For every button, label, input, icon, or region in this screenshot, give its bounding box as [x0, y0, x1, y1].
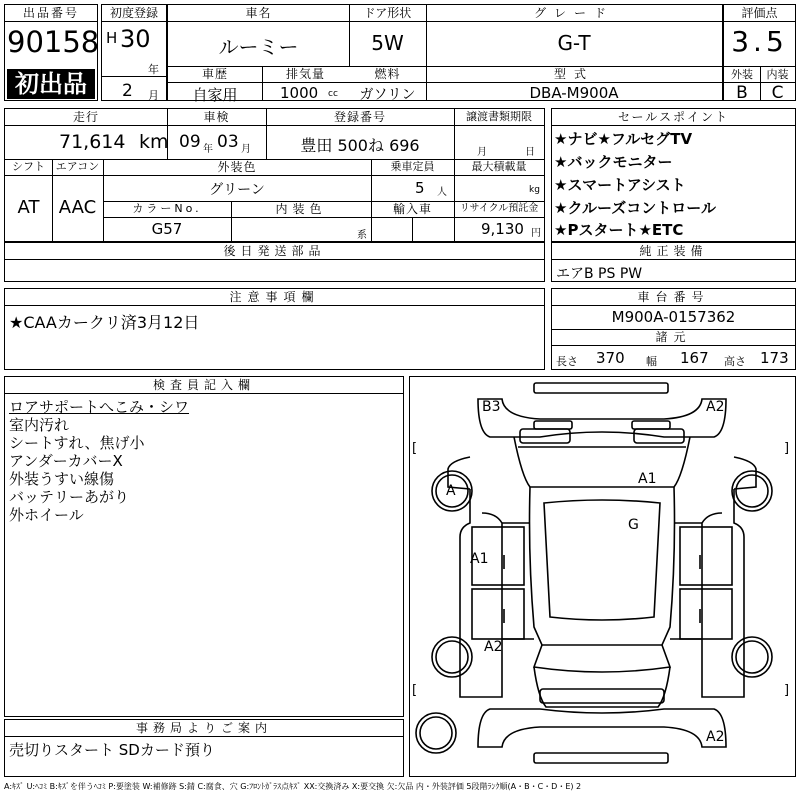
mark-roof: A1: [638, 471, 657, 487]
inspector-line: ロアサポートへこみ・シワ: [9, 398, 190, 416]
door-header: ドア形状: [349, 5, 426, 22]
office-box: [4, 719, 404, 777]
exterior-header: 外装: [731, 68, 753, 81]
car-outline: [410, 377, 795, 776]
door-value: 5W: [371, 31, 404, 55]
displacement-value: 1000: [280, 84, 319, 102]
sales-point-item: ★スマートアシスト: [554, 176, 686, 194]
details-box: [4, 108, 545, 242]
aircon-value: AAC: [58, 197, 97, 218]
registration-year: 30: [120, 25, 151, 53]
mark-windshield: G: [628, 517, 639, 533]
bracket-right-top: ]: [784, 441, 790, 456]
evaluation-box: [723, 4, 796, 101]
exterior-grade: B: [736, 83, 748, 103]
office-value: 売切りスタート SDカード預り: [9, 741, 215, 759]
model-code-value: DBA-M900A: [529, 84, 619, 102]
inspection-month-unit: 月: [241, 144, 251, 155]
interior-header: 内装: [766, 68, 789, 81]
bracket-right-bottom: ]: [784, 683, 790, 698]
grade-header: グレード: [426, 5, 722, 22]
notes-value: ★CAAカークリ済3月12日: [9, 313, 200, 332]
evaluation-header: 評価点: [724, 5, 795, 22]
registration-era: H: [106, 29, 118, 47]
grade-value: G-T: [557, 31, 591, 55]
spec-width-label: 幅: [646, 355, 657, 368]
sales-point-item: ★クルーズコントロール: [554, 199, 716, 217]
standard-equipment-value: エアB PS PW: [556, 266, 643, 282]
notes-header: 注意事項欄: [5, 289, 544, 306]
chassis-value: M900A-0157362: [611, 308, 736, 326]
mark-left-front-wheel: A: [446, 483, 456, 499]
later-parts-box: [4, 242, 545, 282]
car-name-value: ルーミー: [218, 35, 299, 59]
bracket-left-top: [: [412, 441, 418, 456]
inspection-month: 03: [217, 132, 239, 152]
car-name-header: 車名: [168, 5, 349, 22]
fuel-value: ガソリン: [359, 87, 416, 103]
int-color-unit: 系: [357, 230, 367, 241]
aircon-header: エアコン: [55, 160, 100, 173]
registration-month: 2: [122, 81, 133, 101]
chassis-header: 車台番号: [552, 289, 795, 306]
recycle-unit: 円: [531, 228, 541, 239]
capacity-value: 5: [415, 179, 425, 197]
inspection-year-unit: 年: [203, 144, 213, 155]
legend: A:ｷｽﾞ U:ﾍｺﾐ B:ｷｽﾞを伴うﾍｺﾐ P:要塗装 W:補修跡 S:錆 C:腐食、穴 G:ﾌﾛﾝﾄｶﾞﾗｽ点ｷｽﾞ XX:交換済み X:要交換 欠:欠品 内・外装評価 5段階ﾗﾝｸ順(A・B・C・D・E) 2: [4, 782, 582, 791]
bracket-left-bottom: [: [412, 683, 418, 698]
later-parts-header: 後日発送部品: [5, 243, 544, 260]
mileage-unit: km: [139, 131, 169, 153]
plate-value: 豊田 500ね 696: [300, 136, 420, 155]
lot-number: 90158: [7, 25, 100, 59]
sales-point-item: ★Pスタート★ETC: [554, 221, 684, 239]
inspector-header: 検査員記入欄: [5, 377, 403, 394]
capacity-header: 乗車定員: [390, 160, 435, 173]
ext-color-header: 外装色: [217, 160, 257, 174]
recycle-value: 9,130: [481, 220, 524, 238]
displacement-unit: cc: [328, 89, 338, 99]
spec-height-value: 173: [760, 349, 789, 367]
mark-left-side: A1: [470, 551, 489, 567]
inspector-box: [4, 376, 404, 717]
lot-box: [4, 4, 98, 101]
spec-width-value: 167: [680, 349, 709, 367]
mark-front-left: B3: [482, 399, 501, 415]
damage-diagram: [409, 376, 796, 777]
chassis-box: [551, 288, 796, 370]
history-header: 車歴: [201, 67, 228, 81]
mark-front-right: A2: [706, 399, 725, 415]
inspector-line: シートすれ、焦げ小: [9, 434, 145, 452]
evaluation-score: 3.5: [731, 25, 788, 58]
inspector-line: 外ホイール: [9, 506, 84, 524]
mileage-header: 走行: [72, 110, 99, 124]
interior-grade: C: [771, 83, 784, 103]
sales-points-header: セールスポイント: [552, 109, 795, 126]
fuel-header: 燃料: [374, 67, 401, 81]
model-code-header: 型式: [553, 67, 594, 81]
transfer-day-unit: 日: [525, 147, 535, 158]
max-load-header: 最大積載量: [471, 160, 527, 173]
max-load-unit: kg: [529, 185, 540, 195]
sales-points-box: [551, 108, 796, 242]
inspector-line: バッテリーあがり: [9, 488, 130, 506]
spec-length-value: 370: [596, 349, 625, 367]
specs-header: 諸元: [655, 330, 692, 344]
sales-point-item: ★ナビ★フルセグTV: [554, 130, 693, 148]
capacity-unit: 人: [437, 187, 447, 198]
inspector-line: 外装うすい線傷: [9, 470, 115, 488]
inspection-year: 09: [179, 132, 201, 152]
int-color-header: 内装色: [275, 202, 327, 216]
displacement-header: 排気量: [285, 67, 325, 81]
color-no-value: G57: [151, 220, 183, 238]
registration-header: 初度登録: [102, 5, 166, 22]
spec-height-label: 高さ: [724, 355, 746, 368]
recycle-header: リサイクル預託金: [459, 203, 539, 214]
registration-year-unit: 年: [148, 63, 159, 76]
import-header: 輸入車: [392, 202, 432, 216]
color-no-header: カラーNo.: [132, 202, 202, 215]
registration-month-unit: 月: [148, 89, 159, 102]
registration-box: [101, 4, 167, 101]
shift-header: シフト: [12, 160, 45, 173]
transfer-docs-header: 譲渡書類期限: [466, 110, 532, 123]
history-value: 自家用: [192, 86, 238, 104]
ext-color-value: グリーン: [209, 182, 265, 198]
shift-value: AT: [17, 197, 40, 218]
notes-box: [4, 288, 545, 370]
inspector-line: 室内汚れ: [9, 416, 70, 434]
inspector-line: アンダーカバーX: [9, 452, 123, 470]
inspection-header: 車検: [203, 110, 230, 124]
mark-rear: A2: [706, 729, 725, 745]
mark-left-rear: A2: [484, 639, 503, 655]
spec-length-label: 長さ: [556, 355, 578, 368]
plate-header: 登録番号: [333, 110, 386, 124]
lot-header: 出品番号: [5, 5, 97, 22]
first-listing-badge: 初出品: [7, 69, 95, 99]
office-header: 事務局よりご案内: [5, 720, 403, 737]
mileage-value: 71,614: [59, 131, 126, 153]
sales-point-item: ★バックモニター: [554, 153, 673, 171]
transfer-month-unit: 月: [477, 147, 487, 158]
standard-equipment-header: 純正装備: [552, 243, 795, 260]
standard-equipment-box: [551, 242, 796, 282]
vehicle-info-box: [167, 4, 723, 104]
